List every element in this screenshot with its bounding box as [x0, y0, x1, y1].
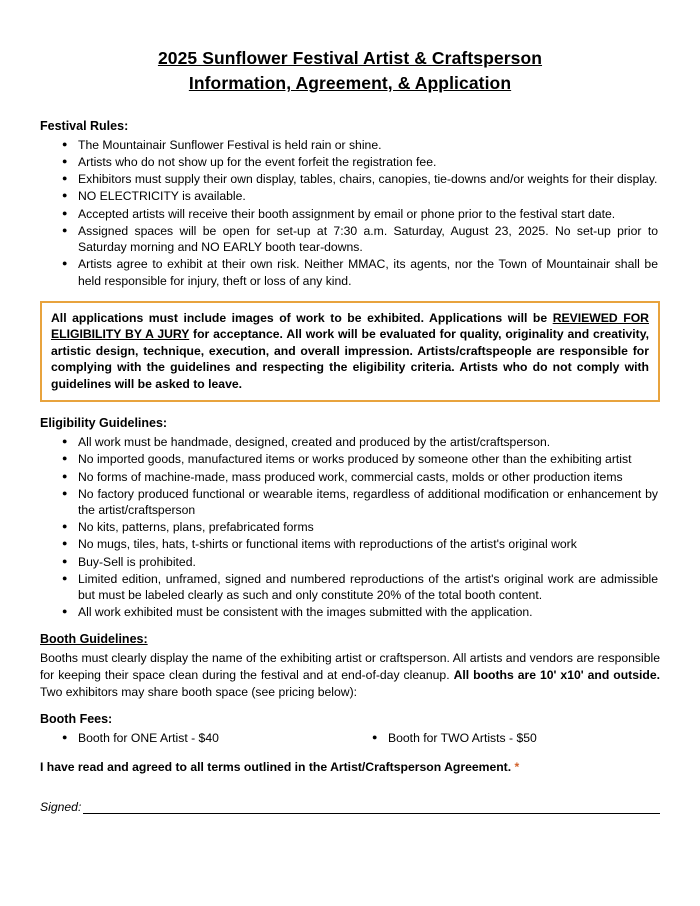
festival-rules-heading: Festival Rules:	[40, 118, 129, 133]
callout-underlined-text: REVIEWED FOR ELIGIBILITY BY A JURY	[51, 310, 649, 342]
title-line-1: 2025 Sunflower Festival Artist & Craftsperson	[157, 48, 543, 68]
list-item: ● No factory produced functional or wearable items, regardless of additional modification or enhancement by the artist/craftsperson	[40, 486, 660, 518]
signature-row	[40, 800, 660, 814]
list-item: ● Accepted artists will receive their booth assignment by email or phone prior to the festival start date.	[40, 206, 660, 222]
list-item: ● Assigned spaces will be open for set-up at 7:30 a.m. Saturday, August 23, 2025. No set-up prior to Saturday morning and NO EARLY booth tear-downs.	[40, 223, 660, 255]
list-item: ● All work must be handmade, designed, created and produced by the artist/craftsperson.	[40, 434, 660, 450]
list-item: ● Artists who do not show up for the event forfeit the registration fee.	[40, 154, 660, 170]
list-item: ● Booth for TWO Artists - $50	[350, 730, 660, 746]
booth-guidelines-paragraph	[40, 650, 660, 700]
list-item: ● No forms of machine-made, mass produced work, commercial casts, molds or other production items	[40, 469, 660, 485]
festival-rules-list	[40, 137, 660, 289]
list-item: ● No kits, patterns, plans, prefabricated forms	[40, 519, 660, 535]
eligibility-section	[40, 416, 660, 620]
callout-text-before: All applications must include images of work to be exhibited. Applications will be	[51, 310, 553, 325]
booth-fees-heading: Booth Fees:	[40, 712, 113, 727]
list-item: ● No imported goods, manufactured items or works produced by someone other than the exhibiting artist	[40, 451, 660, 467]
list-item: ● NO ELECTRICITY is available.	[40, 188, 660, 204]
title-line-2: Information, Agreement, & Application	[188, 73, 512, 94]
callout-text-after: for acceptance. All work will be evaluated for quality, originality and creativity, artistic design, technique, execution, and overall impression. Artists/craftspeople are responsible for complying with the guidelines and respecting the eligibility criteria. Artists who do not comply with guidelines will be asked to leave.	[51, 327, 649, 391]
list-item: ● Limited edition, unframed, signed and numbered reproductions of the artist's original work are admissible but must be labeled clearly as such and only constitute 20% of the total booth content.	[40, 571, 660, 603]
agreement-text: I have read and agreed to all terms outlined in the Artist/Craftsperson Agreement.	[40, 760, 512, 775]
eligibility-list	[40, 434, 660, 620]
booth-guidelines-section	[40, 632, 660, 700]
list-item: ● The Mountainair Sunflower Festival is held rain or shine.	[40, 137, 660, 153]
list-item: ● No mugs, tiles, hats, t-shirts or functional items with reproductions of the artist's original work	[40, 536, 660, 552]
booth-guidelines-bold: All booths are 10' x10' and outside.	[453, 668, 660, 683]
list-item: ● Booth for ONE Artist - $40	[40, 730, 350, 746]
jury-eligibility-callout	[40, 301, 660, 402]
booth-guidelines-text-2: Two exhibitors may share booth space (see pricing below):	[40, 684, 358, 699]
eligibility-heading: Eligibility Guidelines:	[40, 416, 168, 431]
festival-rules-section	[40, 119, 660, 289]
page-title	[40, 46, 660, 97]
signature-input[interactable]	[83, 800, 660, 814]
agreement-statement	[40, 760, 660, 774]
list-item: ● Artists agree to exhibit at their own risk. Neither MMAC, its agents, nor the Town of Mountainair shall be held responsible for injury, theft or loss of any kind.	[40, 256, 660, 288]
required-marker: *	[514, 760, 520, 775]
booth-guidelines-text-1: Booths must clearly display the name of the exhibiting artist or craftsperson. All artists and vendors are responsible for keeping their space clean during the festival and at end-of-day cleanup.	[40, 651, 660, 683]
list-item: ● Exhibitors must supply their own display, tables, chairs, canopies, tie-downs and/or weights for their display.	[40, 171, 660, 187]
booth-fees-section	[40, 712, 660, 746]
booth-fees-list	[40, 730, 660, 746]
list-item: ● All work exhibited must be consistent with the images submitted with the application.	[40, 604, 660, 620]
booth-guidelines-heading: Booth Guidelines:	[40, 632, 148, 647]
list-item: ● Buy-Sell is prohibited.	[40, 554, 660, 570]
signature-label: Signed:	[40, 800, 82, 815]
